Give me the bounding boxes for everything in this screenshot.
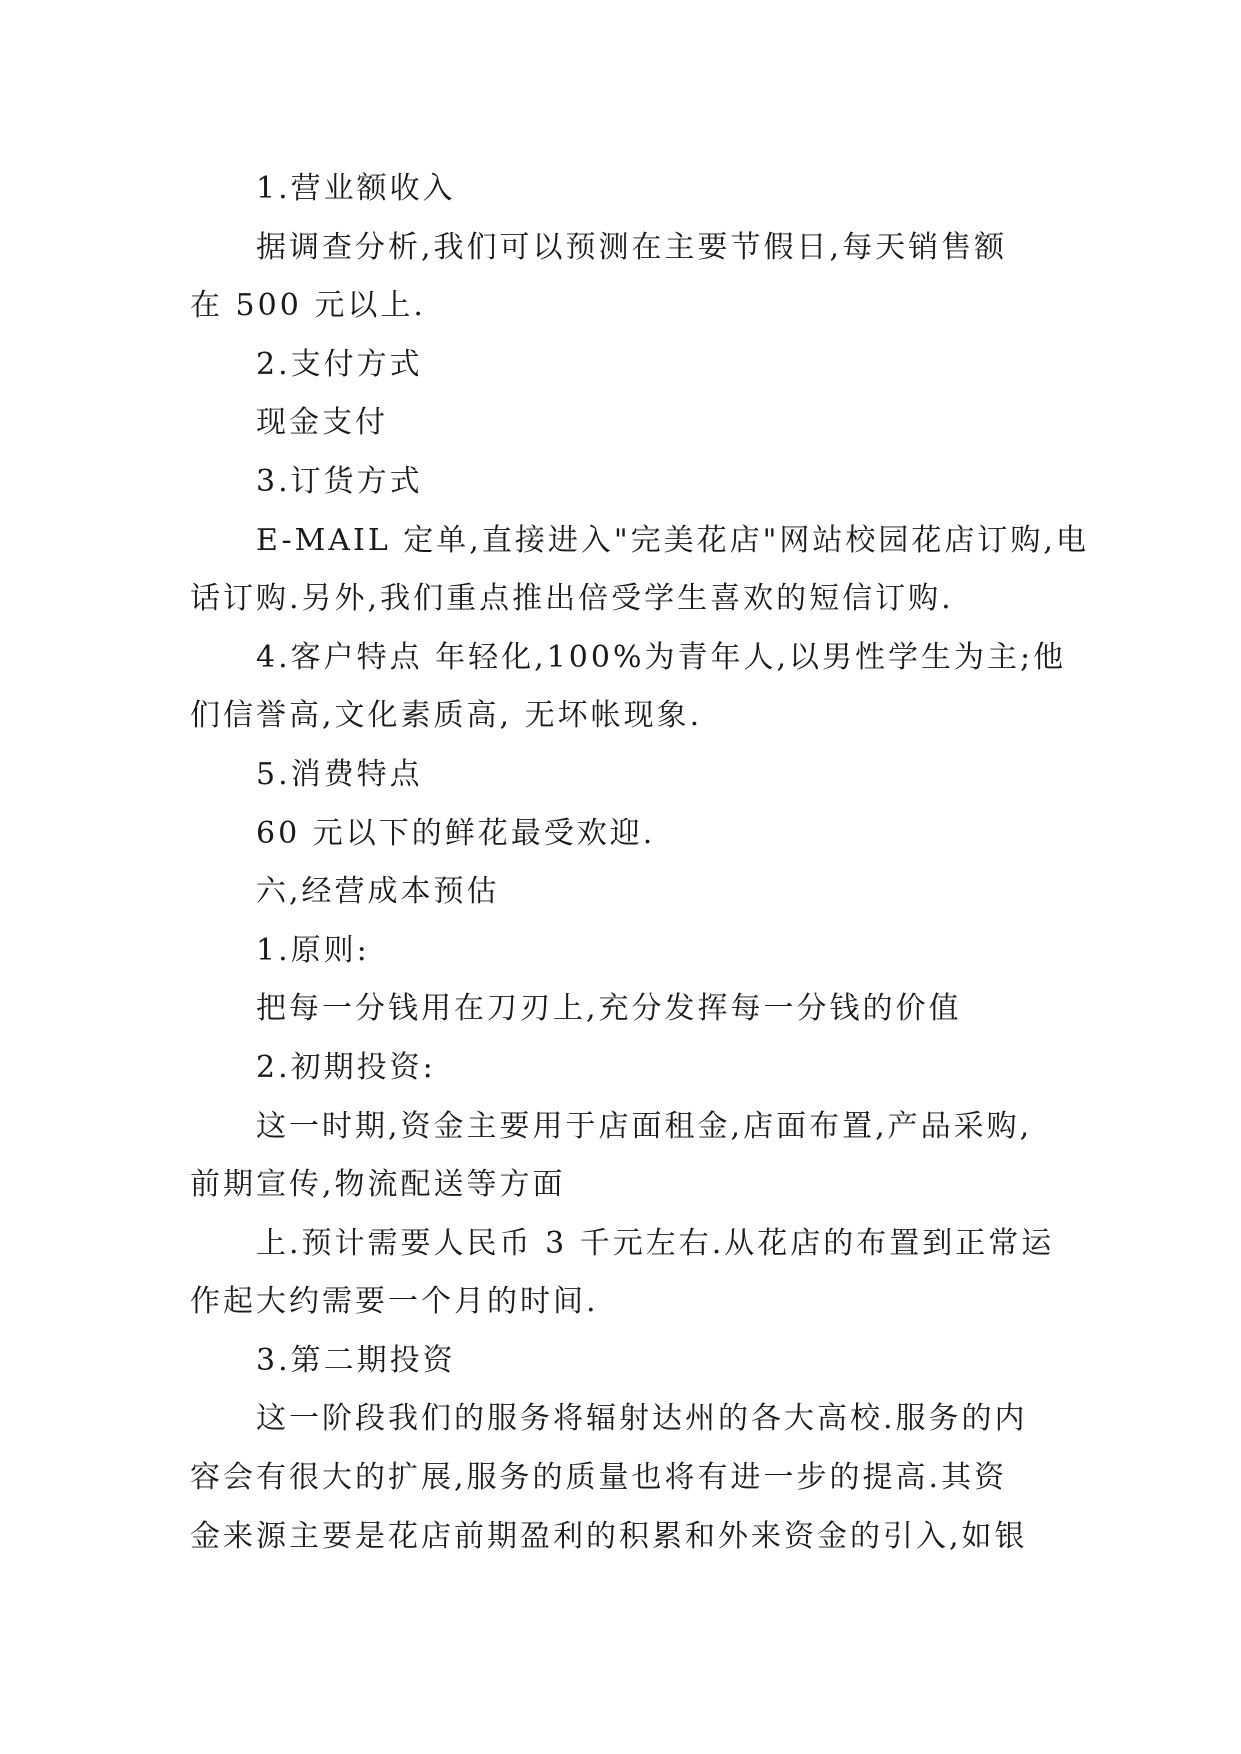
paragraph-line: E-MAIL 定单,直接进入"完美花店"网站校园花店订购,电 <box>256 522 1089 558</box>
heading-initial-investment: 2.初期投资: <box>256 1049 436 1085</box>
document-body <box>190 160 1089 1566</box>
paragraph-line: 作起大约需要一个月的时间. <box>190 1284 599 1320</box>
heading-consumption: 5.消费特点 <box>256 756 423 792</box>
paragraph-line: 在 500 元以上. <box>190 288 426 324</box>
heading-payment: 2.支付方式 <box>256 346 423 382</box>
paragraph-line: 这一阶段我们的服务将辐射达州的各大高校.服务的内 <box>256 1401 1028 1437</box>
paragraph-line: 现金支付 <box>256 405 388 441</box>
paragraph-line: 金来源主要是花店前期盈利的积累和外来资金的引入,如银 <box>190 1518 1028 1554</box>
heading-revenue: 1.营业额收入 <box>256 171 456 206</box>
paragraph-line: 上.预计需要人民币 3 千元左右.从花店的布置到正常运 <box>256 1225 1055 1261</box>
paragraph-line: 们信誉高,文化素质高, 无坏帐现象. <box>190 698 703 734</box>
section-heading: 六,经营成本预估 <box>256 874 500 910</box>
paragraph-line: 前期宣传,物流配送等方面 <box>190 1167 566 1203</box>
heading-principle: 1.原则: <box>256 932 370 968</box>
paragraph-line: 话订购.另外,我们重点推出倍受学生喜欢的短信订购. <box>190 581 954 617</box>
heading-ordering: 3.订货方式 <box>256 463 423 499</box>
paragraph-line: 60 元以下的鲜花最受欢迎. <box>256 815 656 851</box>
paragraph-line: 把每一分钱用在刀刃上,充分发挥每一分钱的价值 <box>256 991 962 1027</box>
paragraph-line: 这一时期,资金主要用于店面租金,店面布置,产品采购, <box>256 1108 1033 1144</box>
paragraph-line: 据调查分析,我们可以预测在主要节假日,每天销售额 <box>256 229 1008 265</box>
paragraph-line: 容会有很大的扩展,服务的质量也将有进一步的提高.其资 <box>190 1460 1008 1496</box>
paragraph-line: 4.客户特点 年轻化,100%为青年人,以男性学生为主;他 <box>256 639 1067 675</box>
heading-second-investment: 3.第二期投资 <box>256 1342 456 1378</box>
